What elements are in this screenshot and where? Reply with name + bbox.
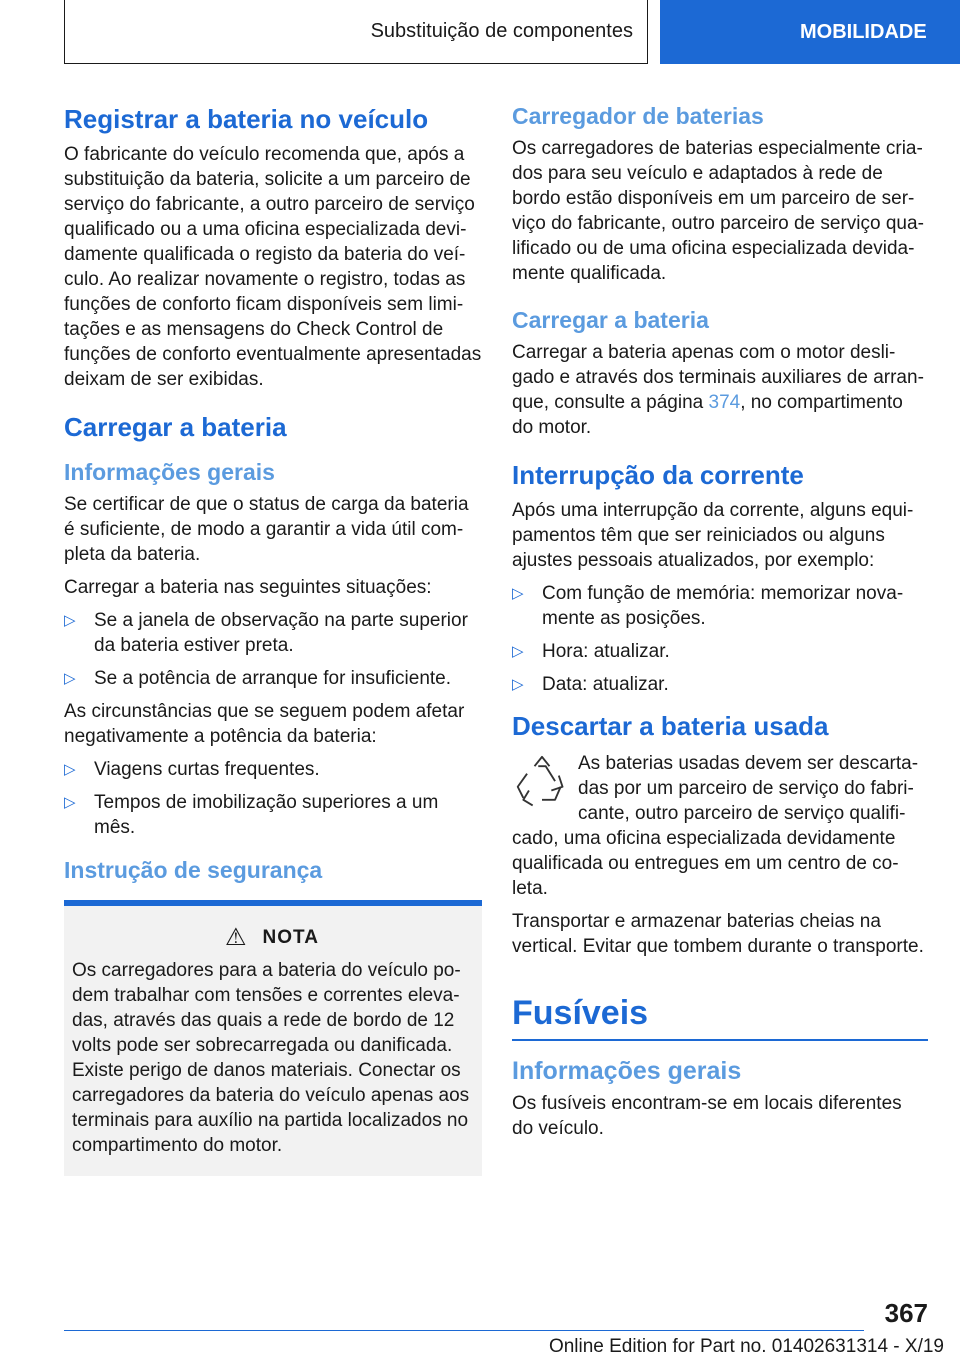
heading-instrucao-seguranca: Instrução de segurança	[64, 857, 323, 883]
disposal-paragraph-block	[512, 751, 928, 909]
list-situacoes	[64, 608, 482, 691]
list-item	[64, 608, 482, 658]
paragraph-interrupcao: Após uma interrupção da corrente, alguns equipamentos têm que ser reiniciados ou alguns ajustes pessoais atualizados, por exemplo:	[512, 500, 914, 571]
note-title: NOTA	[262, 927, 319, 948]
paragraph-info-1: Se certificar de que o status de carga da bateria é suficiente, de modo a garantir a vida útil completa da bateria.	[64, 494, 469, 565]
list-item-text: Data: atualizar.	[542, 674, 669, 695]
list-item	[512, 672, 928, 697]
triangle-bullet-icon: ▷	[512, 676, 524, 693]
note-header	[72, 926, 472, 950]
warning-triangle-icon: ⚠	[225, 924, 247, 951]
list-item-text: Se a potência de arranque for insuficiente.	[94, 668, 452, 689]
list-item-text: Se a janela de observação na parte superior da bateria estiver preta.	[94, 610, 468, 656]
left-column	[64, 100, 482, 1176]
safety-note-box	[64, 900, 482, 1176]
page-number: 367	[884, 1298, 928, 1328]
paragraph-registrar: O fabricante do veículo recomenda que, após a substituição da bateria, solicite a um parceiro de serviço do fabricante, a outro parceiro de serviço qualificado ou a uma oficina especializada devidamente qualificada o registo da bateria do veículo. Ao realizar novamente o registro, todas as funções de conforto ficam disponíveis sem limitações e as mensagens do Check Control de funções de conforto eventualmente apresentadas deixam de ser exibidas.	[64, 144, 482, 390]
heading-descartar-bateria: Descartar a bateria usada	[512, 711, 829, 741]
list-item	[64, 790, 482, 840]
heading-carregar-bateria: Carregar a bateria	[64, 412, 287, 442]
page-reference-link[interactable]: 374	[708, 392, 741, 413]
list-item	[64, 757, 482, 782]
paragraph-carregar	[512, 340, 928, 440]
heading-interrupcao-corrente: Interrupção da corrente	[512, 460, 804, 490]
triangle-bullet-icon: ▷	[64, 670, 76, 687]
header-chapter-tab	[660, 0, 960, 64]
list-item-text: Tempos de imobilização superiores a um mês.	[94, 792, 439, 838]
triangle-bullet-icon: ▷	[512, 585, 524, 602]
list-interrupcao	[512, 581, 928, 697]
header-section-title	[64, 0, 648, 64]
paragraph-descartar-2: Transportar e armazenar baterias cheias na vertical. Evitar que tombem durante o transporte.	[512, 911, 924, 957]
list-circunstancias	[64, 757, 482, 840]
triangle-bullet-icon: ▷	[64, 612, 76, 629]
right-column	[512, 100, 928, 1149]
footer-divider	[64, 1330, 864, 1331]
triangle-bullet-icon: ▷	[64, 761, 76, 778]
paragraph-fusiveis: Os fusíveis encontram-se em locais diferentes do veículo.	[512, 1093, 902, 1139]
paragraph-descartar-1: As baterias usadas devem ser descartadas por um parceiro de serviço do fabricante, outro parceiro de serviço qualificado, uma oficina especializada devidamente qualificada ou entregues em um centro de coleta.	[512, 753, 919, 899]
heading-informacoes-gerais: Informações gerais	[64, 459, 275, 485]
recycling-icon	[514, 755, 570, 811]
paragraph-info-2: Carregar a bateria nas seguintes situações:	[64, 577, 432, 598]
heading-informacoes-gerais-right: Informações gerais	[512, 1057, 742, 1085]
list-item-text: Hora: atualizar.	[542, 641, 670, 662]
header-chapter-label: MOBILIDADE	[800, 20, 927, 43]
paragraph-carregar-text-b: , no compartimento do motor.	[512, 392, 903, 438]
heading-registrar: Registrar a bateria no veículo	[64, 104, 429, 134]
paragraph-carregador: Os carregadores de baterias especialmente criados para seu veículo e adaptados à rede de bordo estão disponíveis em um parceiro de serviço do fabricante, outro parceiro de serviço qualificado ou de uma oficina especializada devidamente qualificada.	[512, 138, 924, 284]
header-section-label: Substituição de componentes	[370, 20, 633, 42]
triangle-bullet-icon: ▷	[64, 794, 76, 811]
note-text: Os carregadores para a bateria do veículo podem trabalhar com tensões e correntes elevadas, através das quais a rede de bordo de 12 volts pode ser sobrecarregada ou danificada. Existe perigo de danos materiais. Conectar os carregadores da bateria do veículo apenas aos terminais para auxílio na partida localizados no compartimento do motor.	[72, 960, 470, 1156]
list-item	[512, 639, 928, 664]
list-item-text: Viagens curtas frequentes.	[94, 759, 320, 780]
triangle-bullet-icon: ▷	[512, 643, 524, 660]
heading-carregador-baterias: Carregador de baterias	[512, 103, 764, 129]
list-item	[512, 581, 928, 631]
footer-edition: Online Edition for Part no. 01402631314 - X/19	[548, 1336, 944, 1357]
list-item-text: Com função de memória: memorizar novamente as posições.	[542, 583, 904, 629]
list-item	[64, 666, 482, 691]
fusiveis-heading-block	[512, 989, 928, 1041]
heading-carregar-bateria-right: Carregar a bateria	[512, 307, 709, 333]
paragraph-info-3: As circunstâncias que se seguem podem afetar negativamente a potência da bateria:	[64, 701, 465, 747]
paragraph-carregar-text-a: Carregar a bateria apenas com o motor desligado e através dos terminais auxiliares de arranque, consulte a página	[512, 342, 924, 413]
heading-fusiveis: Fusíveis	[512, 994, 649, 1032]
